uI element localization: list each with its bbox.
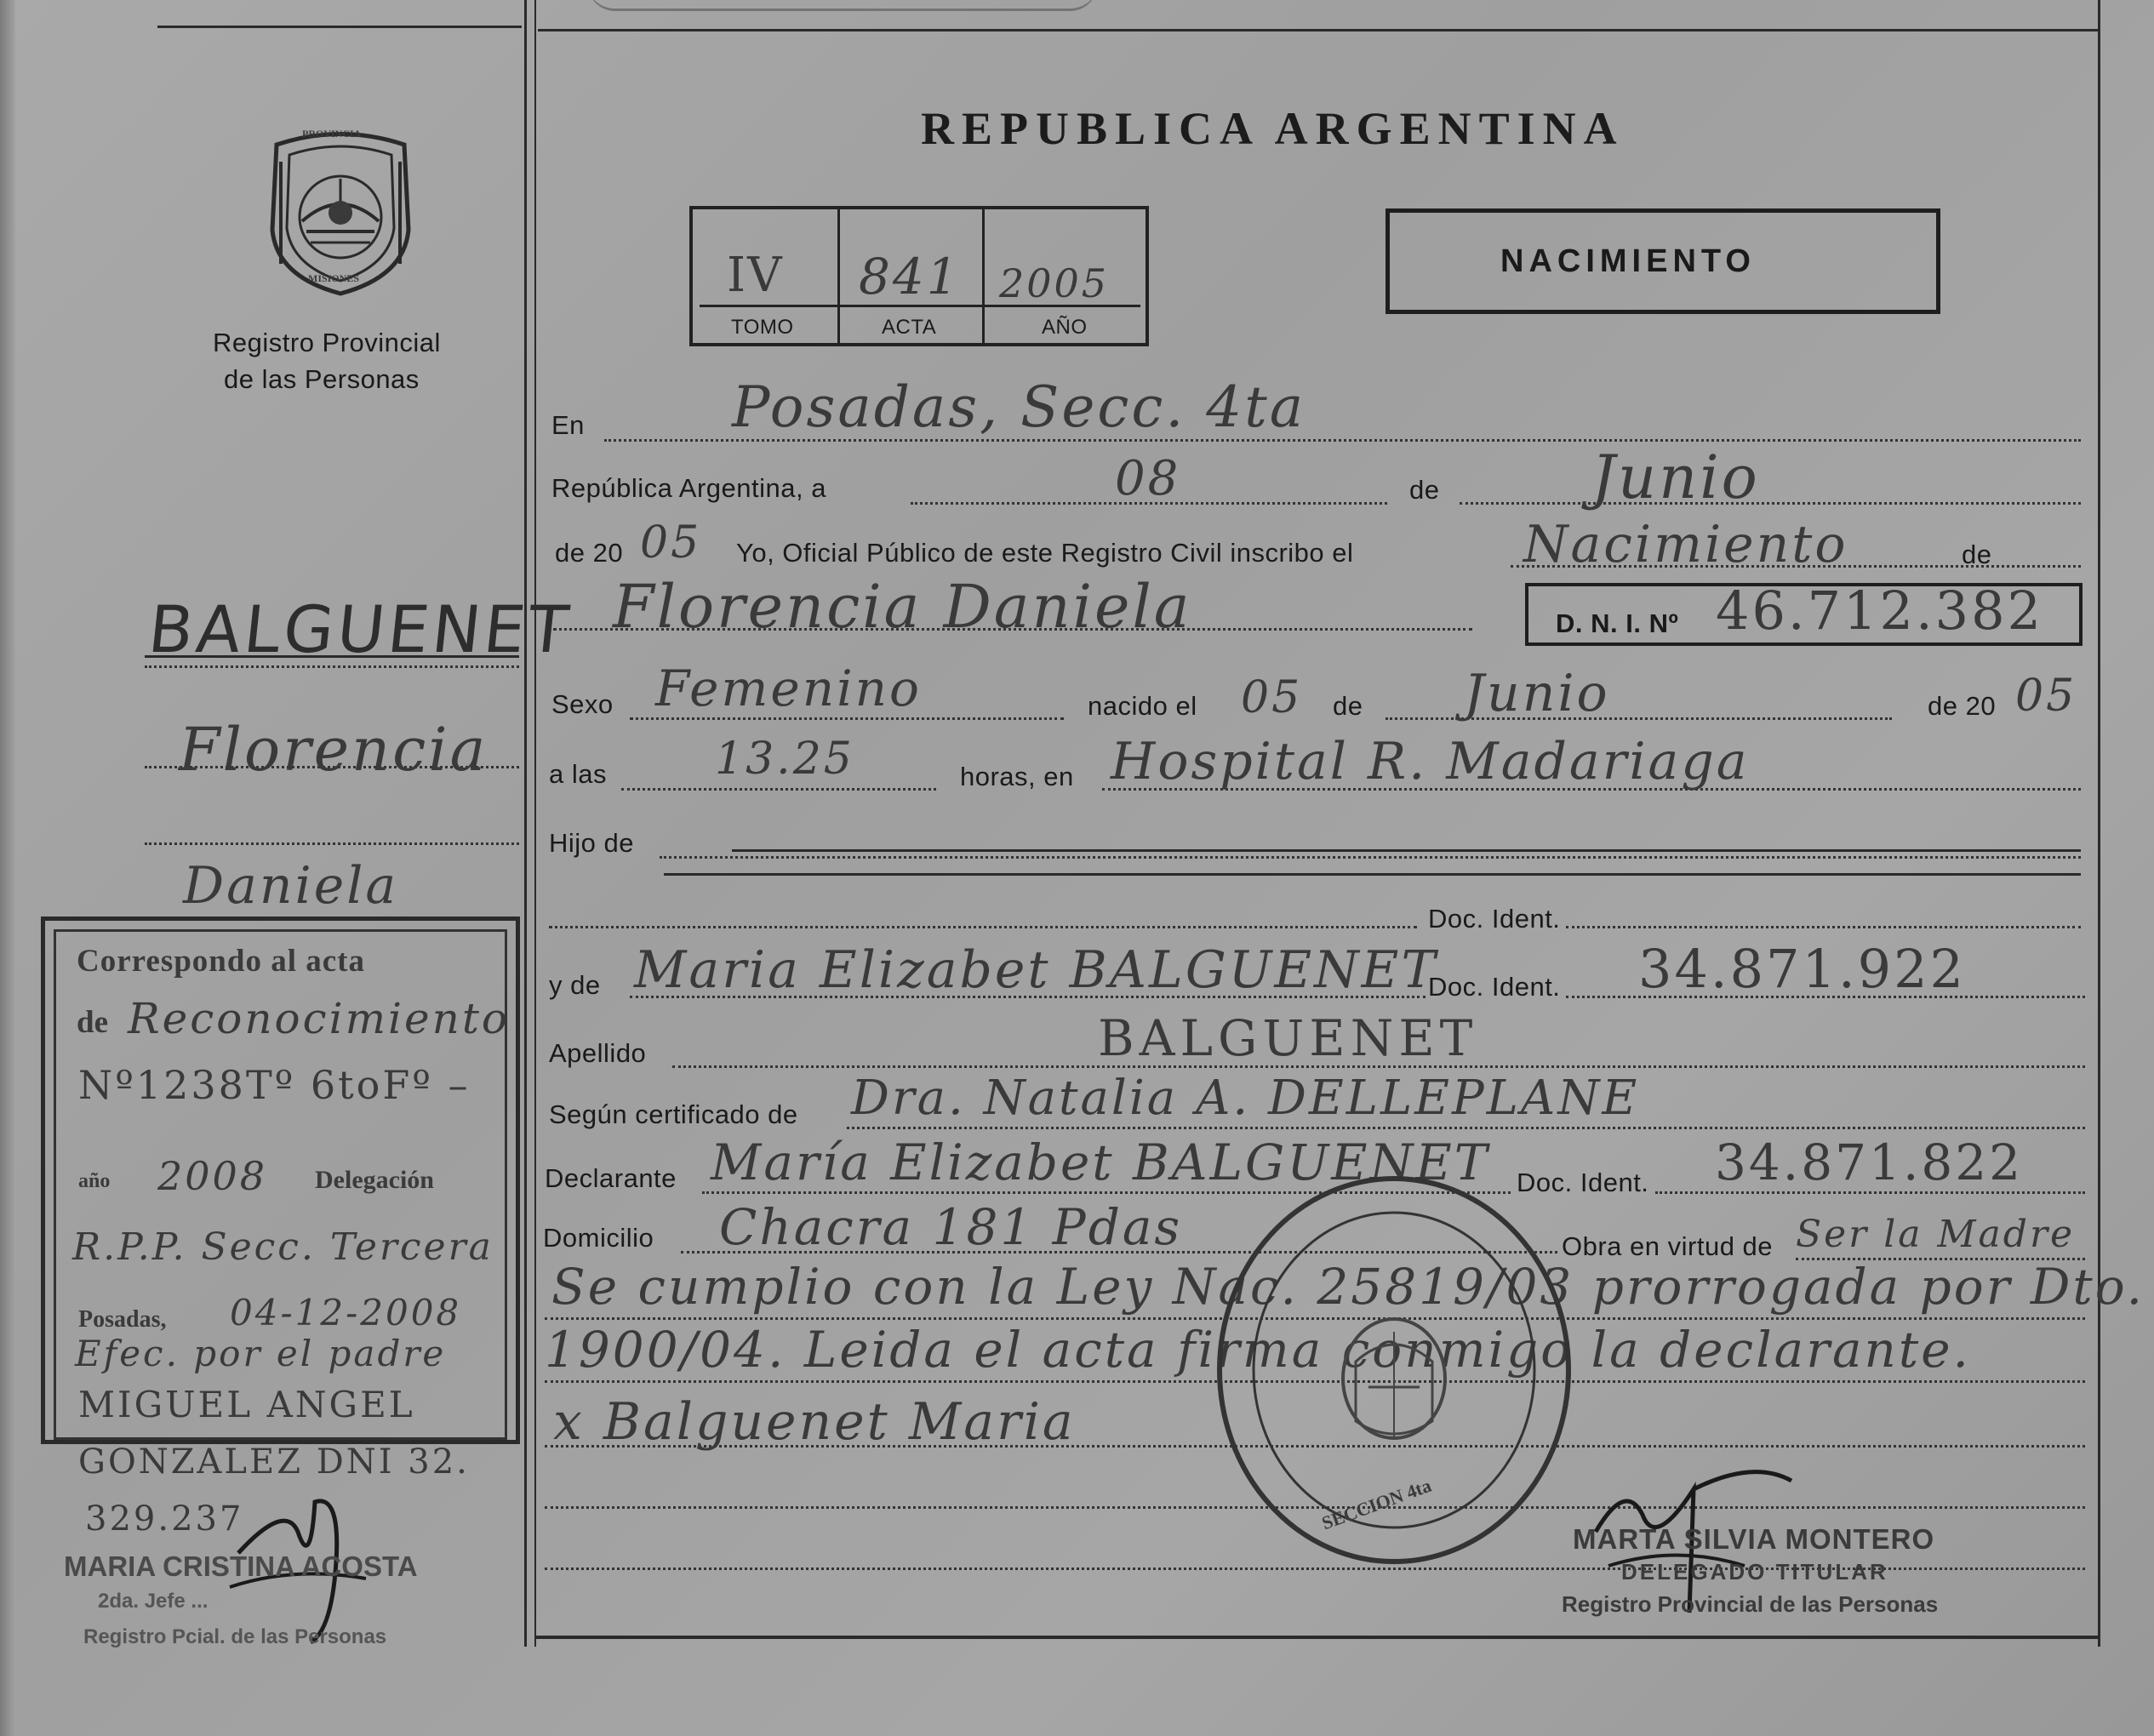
domicilio-label: Domicilio — [543, 1223, 654, 1253]
acta-label: ACTA — [882, 316, 937, 339]
left-margin-line-inner — [534, 0, 536, 1647]
horas-label: horas, en — [960, 762, 1074, 791]
obra-value: Ser la Madre — [1796, 1213, 2076, 1256]
birth-month-line — [1386, 717, 1892, 720]
en-label: En — [551, 410, 585, 440]
stamp-line4-suffix: Delegación — [315, 1166, 434, 1194]
ano-label: AÑO — [1042, 316, 1088, 339]
official-name: MARTA SILVIA MONTERO — [1573, 1523, 1935, 1555]
top-rule-margin — [157, 26, 522, 28]
top-cut-handwriting — [587, 0, 1098, 11]
margin-official-registry: Registro Pcial. de las Personas — [83, 1625, 387, 1648]
month-value: Junio — [1591, 443, 1760, 512]
yo-text: Yo, Oficial Público de este Registro Civil inscribo el — [736, 538, 1354, 568]
yde-label: y de — [549, 970, 601, 1000]
apellido-value: BALGUENET — [1098, 1009, 1478, 1067]
dni-box — [1525, 580, 2083, 646]
official-round-stamp-icon — [1207, 1166, 1581, 1574]
segun-line — [847, 1127, 2085, 1129]
stamp-line3: Nº1238Tº 6toFº – — [78, 1062, 471, 1108]
dni-label: D. N. I. Nº — [1556, 608, 1679, 638]
declarante-label: Declarante — [545, 1163, 677, 1193]
margin-second-name: Daniela — [183, 856, 399, 916]
father-doc-label: Doc. Ident. — [1428, 904, 1561, 934]
father-doc-line — [1566, 926, 2081, 928]
domicilio-value: Chacra 181 Pdas — [719, 1198, 1183, 1256]
stamp-line4-hand: 2008 — [157, 1153, 268, 1199]
declarante-value: María Elizabet BALGUENET — [711, 1134, 1490, 1191]
mother-name: Maria Elizabet BALGUENET — [634, 940, 1438, 1000]
nacido-label: nacido el — [1088, 691, 1197, 721]
de-label: de — [1409, 475, 1440, 505]
margin-surname-underline — [145, 655, 519, 658]
stamp-line1: Correspondo al acta — [77, 944, 365, 979]
mother-doc-label: Doc. Ident. — [1428, 972, 1561, 1002]
doc-type-label: NACIMIENTO — [1500, 243, 1756, 279]
dni-value: 46.712.382 — [1716, 580, 2043, 642]
stamp-line7: Efec. por el padre — [75, 1333, 447, 1374]
official-title: DELEGADO TITULAR — [1621, 1559, 1888, 1585]
year-prefix: de 20 — [555, 538, 624, 568]
note-text-2: 1900/04. Leida el acta firma conmigo la declarante. — [545, 1321, 1971, 1379]
birth-year: 05 — [2015, 671, 2077, 722]
month-line — [1460, 502, 2081, 505]
sexo-line — [630, 717, 1064, 720]
hijo-line — [660, 856, 2081, 859]
birth-month: Junio — [1464, 664, 1610, 723]
seal-bottom-text: MISIONES — [308, 272, 360, 284]
stamp-line4-prefix: año — [78, 1170, 111, 1192]
official-registry: Registro Provincial de las Personas — [1562, 1591, 1939, 1617]
birth-year-prefix: de 20 — [1928, 691, 1997, 721]
margin-official-name: MARIA CRISTINA ACOSTA — [64, 1550, 418, 1582]
margin-first-name: Florencia — [179, 715, 489, 785]
stamp-line10: 329.237 — [85, 1499, 244, 1539]
acta-value: 841 — [859, 248, 961, 306]
day-value: 08 — [1115, 451, 1181, 506]
obra-label: Obra en virtud de — [1562, 1231, 1774, 1261]
left-margin-line — [524, 0, 527, 1647]
republica-label: República Argentina, a — [551, 473, 826, 503]
de-label3: de — [1333, 691, 1363, 721]
note-text-1: Se cumplio con la Ley Nac. 25819/03 prorrogada por Dto. — [551, 1258, 2145, 1316]
hijo-strike-1 — [732, 849, 2081, 852]
stamp-line8: MIGUEL ANGEL — [78, 1384, 415, 1425]
registry-name-line2: de las Personas — [224, 364, 420, 394]
bottom-rule — [536, 1636, 2099, 1639]
stamp-line2-prefix: de — [77, 1005, 108, 1040]
tomo-label: TOMO — [731, 316, 794, 339]
round-stamp-inner-text: SECCION 4ta — [1318, 1474, 1435, 1534]
margin-surname: BALGUENET — [145, 591, 575, 667]
alas-label: a las — [549, 759, 607, 789]
hijo-label: Hijo de — [549, 828, 634, 858]
margin-line-3 — [145, 842, 519, 845]
de-label2: de — [1962, 540, 1992, 569]
mother-doc: 34.871.922 — [1638, 938, 1966, 1000]
stamp-line6-prefix: Posadas, — [78, 1306, 167, 1333]
inscribe-value: Nacimiento — [1523, 515, 1848, 574]
binding-edge — [0, 0, 15, 1736]
en-value: Posadas, Secc. 4ta — [732, 374, 1306, 440]
father-line — [549, 926, 1417, 928]
doc-type-box — [1386, 208, 1940, 314]
registry-name-line1: Registro Provincial — [213, 328, 441, 357]
apellido-label: Apellido — [549, 1038, 647, 1068]
registered-name: Florencia Daniela — [613, 572, 1192, 642]
stamp-line5: R.P.P. Secc. Tercera — [72, 1225, 494, 1269]
declarante-doc: 34.871.822 — [1715, 1134, 2024, 1191]
stamp-line2-hand: Reconocimiento — [128, 994, 511, 1043]
certificado-value: Dra. Natalia A. DELLEPLANE — [851, 1071, 1640, 1126]
sexo-value: Femenino — [655, 660, 922, 717]
segun-label: Según certificado de — [549, 1099, 798, 1129]
declarante-doc-line — [1655, 1191, 2085, 1194]
stamp-line6-hand: 04-12-2008 — [230, 1292, 462, 1333]
declarant-signature: x Balguenet Maria — [553, 1392, 1076, 1452]
seal-top-text: PROVINCIA — [302, 128, 362, 140]
sexo-label: Sexo — [551, 689, 614, 719]
ano-value: 2005 — [999, 260, 1110, 306]
year-value: 05 — [640, 517, 702, 568]
reference-table — [689, 206, 1149, 346]
hour-line — [621, 788, 936, 791]
place-value: Hospital R. Madariaga — [1111, 732, 1750, 791]
declarante-doc-label: Doc. Ident. — [1517, 1168, 1649, 1197]
hijo-strike-2 — [664, 873, 2081, 876]
right-frame-line — [2098, 0, 2100, 1647]
top-rule — [538, 29, 2098, 31]
birth-day: 05 — [1241, 672, 1303, 723]
country-title: REPUBLICA ARGENTINA — [921, 103, 1625, 154]
stamp-line9: GONZALEZ DNI 32. — [78, 1442, 470, 1482]
hour-value: 13.25 — [715, 734, 854, 785]
tomo-value: IV — [727, 248, 784, 303]
margin-official-title: 2da. Jefe ... — [98, 1590, 209, 1613]
